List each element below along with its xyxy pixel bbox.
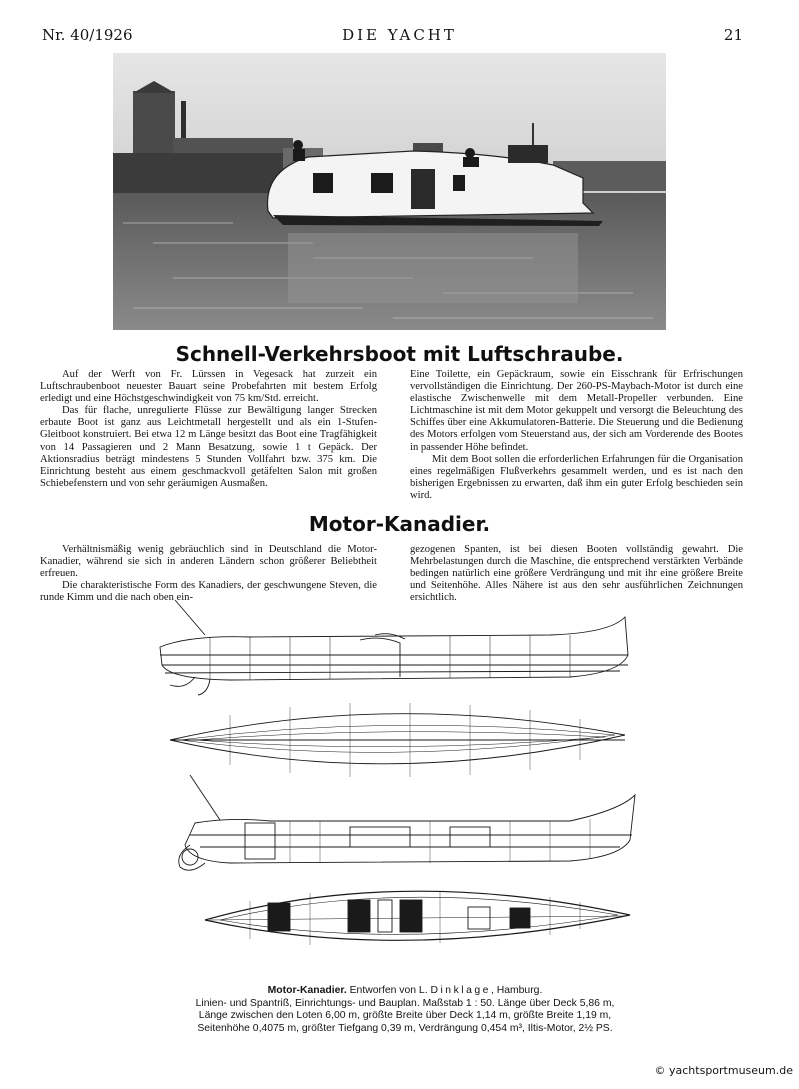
caption-designer-city: , Hamburg. bbox=[490, 985, 543, 996]
caption-title: Motor-Kanadier. bbox=[267, 985, 347, 996]
caption-designer-prefix: Entworfen von L. bbox=[349, 985, 428, 996]
caption-line-4: Seitenhöhe 0,4075 m, größter Tiefgang 0,39 m, Verdrängung 0,454 m³, Iltis-Motor, 2½ PS. bbox=[197, 1022, 613, 1034]
deck-plan-view bbox=[205, 891, 630, 945]
arrangement-profile-view bbox=[179, 775, 635, 870]
paragraph: gezogenen Spanten, ist bei diesen Booten vollständig gewahrt. Die Mehrbelastungen durch die Maschine, die entsprechend verstärkten Verbände bedingen natürlich eine größere Verdrängung und mit ihr eine größere Breite und Seitenhöhe. Alles Nähere ist aus den sehr ausführlichen Zeichnungen ersichtlich. bbox=[410, 544, 743, 604]
page-number: 21 bbox=[723, 26, 743, 44]
article-headline-canoe: Motor-Kanadier. bbox=[308, 512, 491, 536]
caption-line-3: Länge zwischen den Loten 6,00 m, größte Breite über Deck 1,14 m, größte Breite 1,19 m, bbox=[198, 1010, 612, 1021]
paragraph: Die charakteristische Form des Kanadiers, der geschwungene Steven, die runde Kimm und die nach oben ein- bbox=[40, 580, 377, 604]
paragraph: Auf der Werft von Fr. Lürssen in Vegesack hat zurzeit ein Luftschraubenboot neuester Bauart seine Probefahrten mit bestem Erfolg erledigt und eine Höchstgeschwindigkeit von 75 km/Std. erreicht. bbox=[40, 369, 377, 405]
airboat-photo bbox=[113, 53, 666, 330]
caption-line-2: Linien- und Spantriß, Einrichtungs- und Bauplan. Maßstab 1 : 50. Länge über Deck 5,86 m, bbox=[195, 997, 615, 1009]
paragraph: Verhältnismäßig wenig gebräuchlich sind in Deutschland die Motor-Kanadier, während sie sich in anderen Ländern schon größerer Beliebtheit erfreuen. bbox=[40, 544, 377, 580]
paragraph: Eine Toilette, ein Gepäckraum, sowie ein Eisschrank für Erfrischungen vervollständigen die Einrichtung. Der 260-PS-Maybach-Motor ist durch eine elastische Zwischenwelle mit dem Metall-Propeller verbunden. Eine Lichtmaschine ist mit dem Motor gekuppelt und versorgt die Beleuchtung des Schiffes über eine Akkumulatoren-Batterie. Die Steuerung und die Bedienung des Motors erfolgen vom Steuerstand aus, der sich am Vorderende des Bootes in passender Höhe befindet. bbox=[410, 369, 743, 453]
half-breadth-view bbox=[170, 703, 625, 777]
copyright-notice: © yachtsportmuseum.de bbox=[654, 1064, 793, 1077]
caption-designer-name: Dinklage bbox=[430, 985, 491, 996]
issue-number: Nr. 40/1926 bbox=[42, 26, 133, 44]
drawing-caption bbox=[140, 985, 670, 1035]
article-airboat-right-column bbox=[410, 369, 743, 502]
article-airboat-left-column bbox=[40, 369, 377, 490]
article-headline-airboat: Schnell-Verkehrsboot mit Luftschraube. bbox=[175, 342, 624, 366]
caption-line-1 bbox=[140, 985, 670, 998]
paragraph: Mit dem Boot sollen die erforderlichen Erfahrungen für die Organisation eines regelmäßigen Flußverkehrs gesammelt werden, und es ist nach den bisherigen Ergebnissen zu erwarten, daß ihm ein guter Erfolg beschieden sein wird. bbox=[410, 453, 743, 501]
canoe-technical-drawing bbox=[150, 595, 648, 973]
profile-view bbox=[160, 600, 628, 695]
magazine-title: DIE YACHT bbox=[342, 26, 457, 44]
paragraph: Das für flache, unregulierte Flüsse zur Bewältigung langer Strecken erbaute Boot ist ganz aus Leichtmetall hergestellt und als ein 1-Stufen-Gleitboot konstruiert. Bei etwa 12 m Länge besitzt das Boot eine Tragfähigkeit von 14 Passagieren und 2 Mann Besatzung, sowie 1 t Gepäck. Der Aktionsradius beträgt mindestens 5 Stunden Vollfahrt bzw. 375 km. Die Einrichtung besteht aus einem geschmackvoll getäfelten Salon mit großen Schiebefenstern und von sehr geräumigen Ausmaßen. bbox=[40, 405, 377, 489]
